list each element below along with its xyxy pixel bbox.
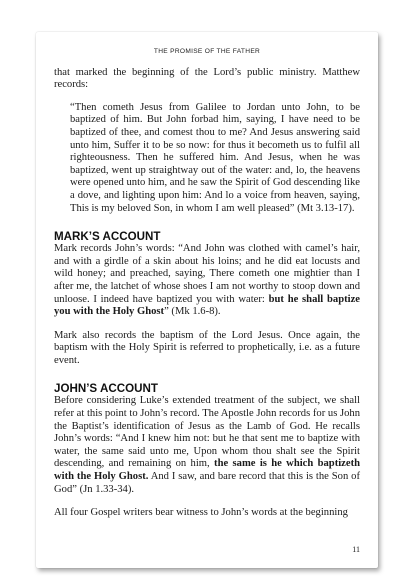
mark-paragraph [54,243,360,319]
john-bold-text: the same is he which baptizeth with the Holy Ghost. [54,458,360,483]
book-page [36,32,378,568]
john-text-end: And I saw, and bare record that this is the Son of God” (Jn 1.33-34). [54,471,360,495]
john-heading: JOHN’S ACCOUNT [54,382,158,396]
mark-text-end: ” (Mk 1.6-8). [164,306,221,318]
mark-heading: MARK’S ACCOUNT [54,230,161,244]
page-content [54,46,360,520]
john-text: Before considering Luke’s extended treatment of the subject, we shall refer at this point to John’s record. The Apostle John records for us John the Baptist’s identification of Jesus as the Lamb of God. He recalls John’s words: “And I knew him not: but he that sent me to baptize with water, the same said unto me, Upon whom thou shalt see the Spirit descending, and remaining on him, [54,395,360,470]
mark-paragraph-2: Mark also records the baptism of the Lord Jesus. Once again, the baptism with the Holy Spirit is referred to prophetically, i.e. as a future event. [54,329,360,366]
john-paragraph-2: All four Gospel writers bear witness to John’s words at the beginning [54,507,348,519]
intro-paragraph: that marked the beginning of the Lord’s public ministry. Matthew records: [54,66,360,91]
john-paragraph [54,395,360,496]
mark-text: Mark records John’s words: “And John was clothed with camel’s hair, and with a girdle of a skin about his loins; and he did eat locusts and wild honey; and preached, saying, There cometh one mightier than I after me, the latchet of whose shoes I am not worthy to stoop down and unloose. I indeed have baptized you with water: [54,243,360,305]
matthew-quote: “Then cometh Jesus from Galilee to Jordan unto John, to be baptized of him. But John forbad him, saying, I have need to be baptized of thee, and comest thou to me? And Jesus answering said unto him, Suffer it to be so now: for thus it becometh us to fulfil all righteousness. Then he suffered him. And Jesus, when he was baptized, went up straightway out of the water: and, lo, the heavens were opened unto him, and he saw the Spirit of God descending like a dove, and lighting upon him: And lo a voice from heaven, saying, This is my beloved Son, in whom I am well pleased” (Mt 3.13-17). [70,101,360,214]
running-head: THE PROMISE OF THE FATHER [153,48,261,55]
mark-bold-text: but he shall baptize you with the Holy Ghost [54,293,360,318]
page-number: 11 [352,545,360,554]
